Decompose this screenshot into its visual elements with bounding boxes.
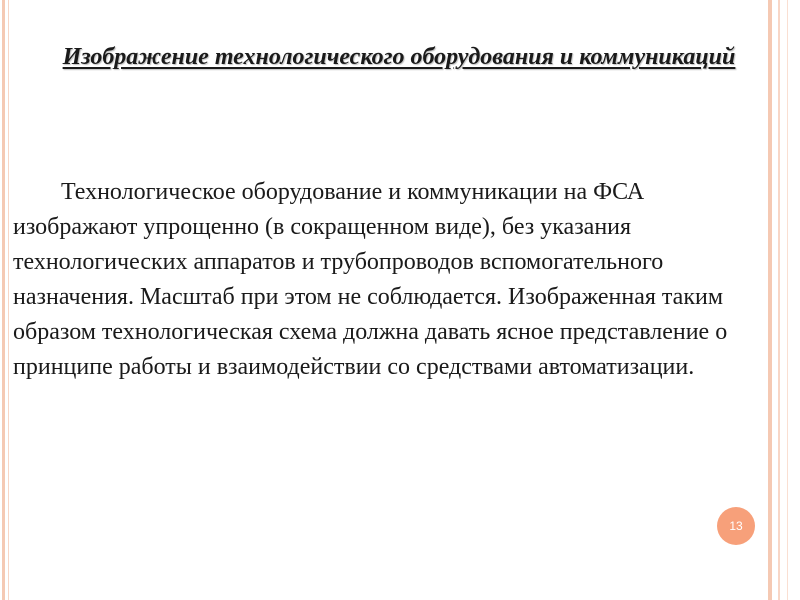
- slide-title: Изображение технологического оборудования и коммуникаций: [62, 44, 736, 70]
- right-border-line-outer: [787, 0, 788, 600]
- left-border-line-thin: [8, 0, 9, 600]
- left-border-line: [2, 0, 5, 600]
- slide-number-badge: 13: [717, 507, 755, 545]
- slide-body-text: Технологическое оборудование и коммуникации на ФСА изображают упрощенно (в сокращенном виде), без указания технологических аппаратов и трубопроводов вспомогательного назначения. Масштаб при этом не соблюдается. Изображенная таким образом технологическая схема должна давать ясное представление о принципе работы и взаимодействии со средствами автоматизации.: [13, 179, 728, 380]
- right-border-line-thin: [778, 0, 780, 600]
